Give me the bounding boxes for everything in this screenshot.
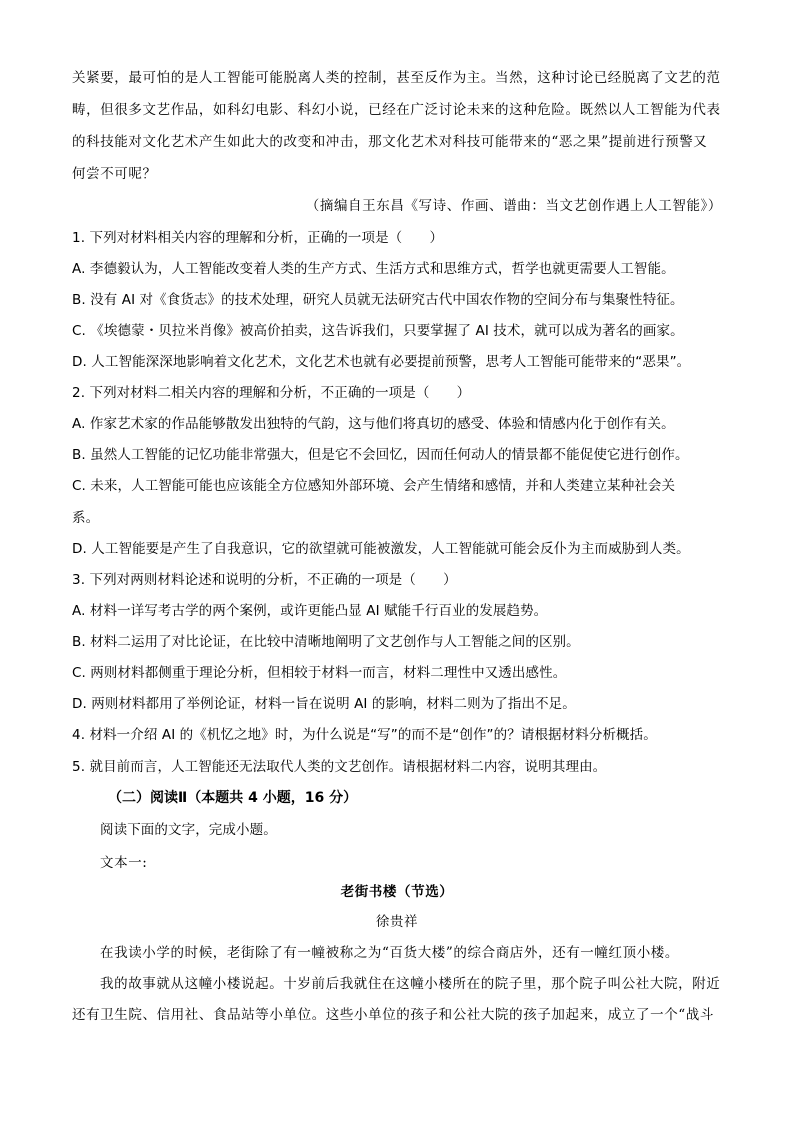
passage-line: 何尝不可呢？ — [72, 166, 157, 182]
question-option: A. 作家艺术家的作品能够散发出独特的气韵，这与他们将真切的感受、体验和情感内化于创作有关。 — [72, 416, 675, 432]
question-option: D. 人工智能要是产生了自我意识，它的欲望就可能被激发，人工智能就可能会反仆为主而威胁到人类。 — [72, 541, 690, 557]
article-paragraph: 还有卫生院、信用社、食品站等小单位。这些小单位的孩子和公社大院的孩子加起来，成立了一个“战斗 — [72, 1007, 714, 1023]
question-stem: 1. 下列对材料相关内容的理解和分析，正确的一项是（ ） — [72, 230, 444, 246]
question-option: A. 李德毅认为，人工智能改变着人类的生产方式、生活方式和思维方式，哲学也就更需要人工智能。 — [72, 261, 675, 277]
question-option: D. 人工智能深深地影响着文化艺术，文化艺术也就有必要提前预警，思考人工智能可能带来的“恶果”。 — [72, 354, 691, 370]
article-author: 徐贵祥 — [375, 914, 419, 930]
instruction-text: 阅读下面的文字，完成小题。 — [100, 822, 277, 838]
question-option: 系。 — [72, 510, 100, 526]
question-option: C. 《埃德蒙・贝拉米肖像》被高价拍卖，这告诉我们，只要掌握了 AI 技术，就可以成为著名的画家。 — [72, 323, 684, 339]
passage-line: 的科技能对文化艺术产生如此大的改变和冲击，那文化艺术对科技可能带来的“恶之果”提前进行预警又 — [72, 134, 708, 150]
question-stem: 2. 下列对材料二相关内容的理解和分析，不正确的一项是（ ） — [72, 385, 471, 401]
article-paragraph: 我的故事就从这幢小楼说起。十岁前后我就住在这幢小楼所在的院子里，那个院子叫公社大院，附近 — [100, 976, 721, 992]
question-option: C. 未来，人工智能可能也应该能全方位感知外部环境、会产生情绪和感情，并和人类建立某种社会关 — [72, 478, 676, 494]
question-option: B. 虽然人工智能的记忆功能非常强大，但是它不会回忆，因而任何动人的情景都不能促使它进行创作。 — [72, 447, 689, 463]
question-stem: 3. 下列对两则材料论述和说明的分析，不正确的一项是（ ） — [72, 572, 457, 588]
article-title: 老街书楼（节选） — [340, 884, 454, 900]
passage-line: 畴，但很多文艺作品，如科幻电影、科幻小说，已经在广泛讨论未来的这种危险。既然以人工智能为代表 — [72, 102, 721, 118]
question-option: B. 材料二运用了对比论证，在比较中清晰地阐明了文艺创作与人工智能之间的区别。 — [72, 634, 580, 650]
source-citation: （摘编自王东昌《写诗、作画、谱曲：当文艺创作遇上人工智能》） — [305, 198, 722, 214]
section-heading: （二）阅读Ⅱ（本题共 4 小题，16 分） — [108, 790, 358, 806]
passage-line: 关紧要，最可怕的是人工智能可能脱离人类的控制，甚至反作为主。当然，这种讨论已经脱离了文艺的范 — [72, 70, 721, 86]
question-stem: 5. 就目前而言，人工智能还无法取代人类的文艺创作。请根据材料二内容，说明其理由。 — [72, 759, 607, 775]
question-stem: 4. 材料一介绍 AI 的《机忆之地》时，为什么说是“写”的而不是“创作”的？请根据材料分析概括。 — [72, 727, 657, 743]
question-option: A. 材料一详写考古学的两个案例，或许更能凸显 AI 赋能千行百业的发展趋势。 — [72, 603, 548, 619]
article-paragraph: 在我读小学的时候，老街除了有一幢被称之为“百货大楼”的综合商店外，还有一幢红顶小楼。 — [100, 945, 680, 961]
question-option: B. 没有 AI 对《食货志》的技术处理，研究人员就无法研究古代中国农作物的空间分布与集聚性特征。 — [72, 292, 684, 308]
question-option: C. 两则材料都侧重于理论分析，但相较于材料一而言，材料二理性中又透出感性。 — [72, 665, 567, 681]
text-label: 文本一: — [100, 855, 148, 871]
question-option: D. 两则材料都用了举例论证，材料一旨在说明 AI 的影响，材料二则为了指出不足。 — [72, 696, 576, 712]
